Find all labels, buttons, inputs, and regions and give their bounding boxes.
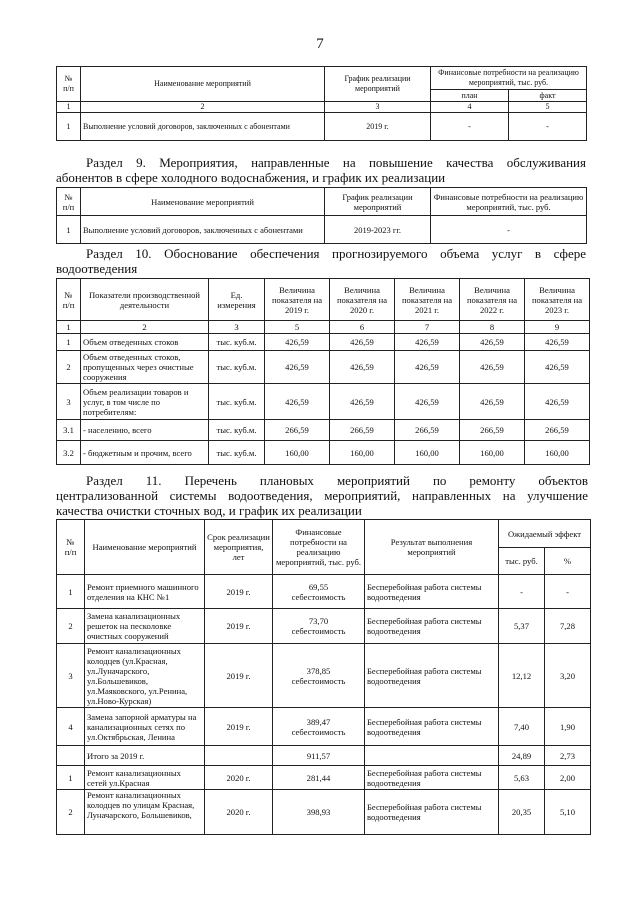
table-row (57, 420, 590, 441)
header-2022: Величина показателя на 2022 г. (460, 279, 525, 321)
header-2023: Величина показателя на 2023 г. (525, 279, 590, 321)
row-pct: - (545, 575, 591, 609)
cell: тыс. куб.м. (209, 384, 265, 420)
row-term: 2020 г. (205, 766, 273, 790)
index-cell: 2 (81, 321, 209, 334)
total-empty (365, 746, 499, 766)
row-term: 2020 г. (205, 790, 273, 835)
header-term: Срок реализации мероприятия, лет (205, 520, 273, 575)
row-schedule: 2019 г. (325, 113, 431, 141)
cell: тыс. куб.м. (209, 420, 265, 441)
table-row (57, 351, 590, 384)
page-number: 7 (316, 36, 324, 52)
table-section10 (56, 278, 590, 465)
cell: тыс. куб.м. (209, 334, 265, 351)
cell: 160,00 (525, 441, 590, 465)
cell: 266,59 (460, 420, 525, 441)
row-schedule: 2019-2023 гг. (325, 216, 431, 244)
header-result: Результат выполнения мероприятий (365, 520, 499, 575)
table-previous-section (56, 66, 587, 141)
table-row (57, 790, 591, 835)
cell: 266,59 (525, 420, 590, 441)
table-row (57, 766, 591, 790)
row-finance (273, 708, 365, 746)
cell: - населению, всего (81, 420, 209, 441)
cell: 426,59 (460, 351, 525, 384)
cell: 426,59 (395, 334, 460, 351)
cell: Объем отведенных стоков, пропущенных через очистные сооружения (81, 351, 209, 384)
index-cell: 3 (325, 102, 431, 113)
row-num: 1 (57, 766, 85, 790)
row-result: Бесперебойная работа системы водоотведения (365, 575, 499, 609)
cell: 426,59 (330, 351, 395, 384)
cell: 160,00 (395, 441, 460, 465)
index-cell: 8 (460, 321, 525, 334)
header-finance: Финансовые потребности на реализацию мероприятий, тыс. руб. (431, 188, 587, 216)
row-name: Выполнение условий договоров, заключенных с абонентами (81, 113, 325, 141)
total-pct: 2,73 (545, 746, 591, 766)
row-name: Ремонт канализационных колодцев по улицам Красная, Луначарского, Большевиков, (85, 790, 205, 835)
table-row (57, 609, 591, 644)
row-rub: - (499, 575, 545, 609)
finance-value: 378,85 (306, 665, 331, 676)
row-result: Бесперебойная работа системы водоотведения (365, 790, 499, 835)
index-cell: 2 (81, 102, 325, 113)
total-label: Итого за 2019 г. (85, 746, 205, 766)
index-cell: 4 (431, 102, 509, 113)
total-finance: 911,57 (273, 746, 365, 766)
index-cell: 1 (57, 321, 81, 334)
header-rub: тыс. руб. (499, 548, 545, 575)
index-cell: 5 (265, 321, 330, 334)
row-pct: 5,10 (545, 790, 591, 835)
row-result: Бесперебойная работа системы водоотведения (365, 708, 499, 746)
section10-line1: Раздел 10. Обоснование обеспечения прогнозируемого объема услуг в сфере (86, 246, 586, 261)
header-2021: Величина показателя на 2021 г. (395, 279, 460, 321)
header-name: Наименование мероприятий (81, 67, 325, 102)
section11-line3: качества очистки сточных вод, и график их реализации (56, 503, 362, 518)
cell: 426,59 (265, 384, 330, 420)
finance-note: себестоимость (291, 591, 346, 602)
row-finance: 281,44 (273, 766, 365, 790)
index-cell: 7 (395, 321, 460, 334)
row-pct: 7,28 (545, 609, 591, 644)
section11-line1: Раздел 11. Перечень плановых мероприятий по ремонту объектов (86, 473, 588, 488)
cell: 266,59 (395, 420, 460, 441)
row-rub: 5,63 (499, 766, 545, 790)
cell: 426,59 (460, 334, 525, 351)
row-fact: - (509, 113, 587, 141)
header-num: № п/п (57, 67, 81, 102)
cell: Объем отведенных стоков (81, 334, 209, 351)
total-row (57, 746, 591, 766)
header-schedule: График реализации мероприятий (325, 67, 431, 102)
total-empty (205, 746, 273, 766)
header-finance: Финансовые потребности на реализацию мероприятий, тыс. руб. (431, 67, 587, 90)
finance-note: себестоимость (291, 726, 346, 737)
cell: 426,59 (395, 351, 460, 384)
row-term: 2019 г. (205, 644, 273, 708)
row-plan: - (431, 113, 509, 141)
index-cell: 1 (57, 102, 81, 113)
cell: тыс. куб.м. (209, 441, 265, 465)
row-finance: 398,93 (273, 790, 365, 835)
row-pct: 1,90 (545, 708, 591, 746)
row-num: 2 (57, 790, 85, 835)
cell: 426,59 (395, 384, 460, 420)
cell: 426,59 (460, 384, 525, 420)
table-row (57, 441, 590, 465)
cell: 266,59 (265, 420, 330, 441)
row-rub: 20,35 (499, 790, 545, 835)
section10-line2: водоотведения (56, 261, 138, 276)
header-unit: Ед. измерения (209, 279, 265, 321)
row-num: 1 (57, 113, 81, 141)
cell: 426,59 (265, 351, 330, 384)
row-rub: 7,40 (499, 708, 545, 746)
row-name: Ремонт канализационных колодцев (ул.Красная, ул.Луначарского, ул.Большевиков, ул.Маяковского, ул.Ренина, ул.Ново-Курская) (85, 644, 205, 708)
table-row (57, 334, 590, 351)
header-finance: Финансовые потребности на реализацию мероприятий, тыс. руб. (273, 520, 365, 575)
row-rub: 5,37 (499, 609, 545, 644)
cell: 266,59 (330, 420, 395, 441)
cell: 3.1 (57, 420, 81, 441)
cell: 3.2 (57, 441, 81, 465)
table-row (57, 575, 591, 609)
table-row (57, 384, 590, 420)
header-2019: Величина показателя на 2019 г. (265, 279, 330, 321)
cell: тыс. куб.м. (209, 351, 265, 384)
cell: 426,59 (525, 384, 590, 420)
cell: 426,59 (265, 334, 330, 351)
cell: Объем реализации товаров и услуг, в том числе по потребителям: (81, 384, 209, 420)
header-fact: факт (509, 90, 587, 102)
header-name: Наименование мероприятий (85, 520, 205, 575)
finance-note: себестоимость (291, 626, 346, 636)
row-result: Бесперебойная работа системы водоотведения (365, 644, 499, 708)
row-num: 1 (57, 575, 85, 609)
cell: 426,59 (525, 351, 590, 384)
row-finance (273, 575, 365, 609)
index-cell: 5 (509, 102, 587, 113)
row-name: Выполнение условий договоров, заключенных с абонентами (81, 216, 325, 244)
cell: 160,00 (265, 441, 330, 465)
header-effect: Ожидаемый эффект (499, 520, 591, 548)
row-rub: 12,12 (499, 644, 545, 708)
row-finance: - (431, 216, 587, 244)
cell: 426,59 (525, 334, 590, 351)
finance-value: 389,47 (306, 716, 331, 727)
cell: 2 (57, 351, 81, 384)
header-num: № п/п (57, 279, 81, 321)
cell: 1 (57, 334, 81, 351)
section9-line1: Раздел 9. Мероприятия, направленные на повышение качества обслуживания (86, 155, 586, 170)
cell: 160,00 (460, 441, 525, 465)
header-pct: % (545, 548, 591, 575)
section9-line2: абонентов в сфере холодного водоснабжения, и график их реализации (56, 170, 446, 185)
header-num: № п/п (57, 520, 85, 575)
total-empty (57, 746, 85, 766)
finance-note: себестоимость (291, 675, 346, 686)
row-pct: 3,20 (545, 644, 591, 708)
row-term: 2019 г. (205, 708, 273, 746)
cell: 160,00 (330, 441, 395, 465)
header-name: Наименование мероприятий (81, 188, 325, 216)
finance-value: 73,70 (308, 616, 329, 626)
finance-value: 69,55 (308, 581, 329, 592)
header-plan: план (431, 90, 509, 102)
row-num: 3 (57, 644, 85, 708)
index-cell: 6 (330, 321, 395, 334)
row-finance (273, 609, 365, 644)
index-cell: 3 (209, 321, 265, 334)
row-name: Замена запорной арматуры на канализационных сетях по ул.Октябрьская, Ленина (85, 708, 205, 746)
row-num: 1 (57, 216, 81, 244)
table-row (57, 708, 591, 746)
header-indicator: Показатели производственной деятельности (81, 279, 209, 321)
header-2020: Величина показателя на 2020 г. (330, 279, 395, 321)
index-cell: 9 (525, 321, 590, 334)
cell: - бюджетным и прочим, всего (81, 441, 209, 465)
total-rub: 24,89 (499, 746, 545, 766)
section11-line2: централизованной системы водоотведения, мероприятий, направленных на улучшение (56, 488, 588, 503)
row-name: Ремонт канализационных сетей ул.Красная (85, 766, 205, 790)
header-num: № п/п (57, 188, 81, 216)
row-result: Бесперебойная работа системы водоотведения (365, 609, 499, 644)
header-schedule: График реализации мероприятий (325, 188, 431, 216)
row-pct: 2,00 (545, 766, 591, 790)
row-result: Бесперебойная работа системы водоотведения (365, 766, 499, 790)
table-section11 (56, 519, 591, 835)
cell: 426,59 (330, 334, 395, 351)
cell: 426,59 (330, 384, 395, 420)
table-row (57, 644, 591, 708)
table-section9 (56, 187, 587, 244)
row-term: 2019 г. (205, 575, 273, 609)
row-name: Ремонт приемного машинного отделения на КНС №1 (85, 575, 205, 609)
row-name: Замена канализационных решеток на песколовке очистных сооружений (85, 609, 205, 644)
row-num: 2 (57, 609, 85, 644)
row-num: 4 (57, 708, 85, 746)
row-term: 2019 г. (205, 609, 273, 644)
row-finance (273, 644, 365, 708)
cell: 3 (57, 384, 81, 420)
